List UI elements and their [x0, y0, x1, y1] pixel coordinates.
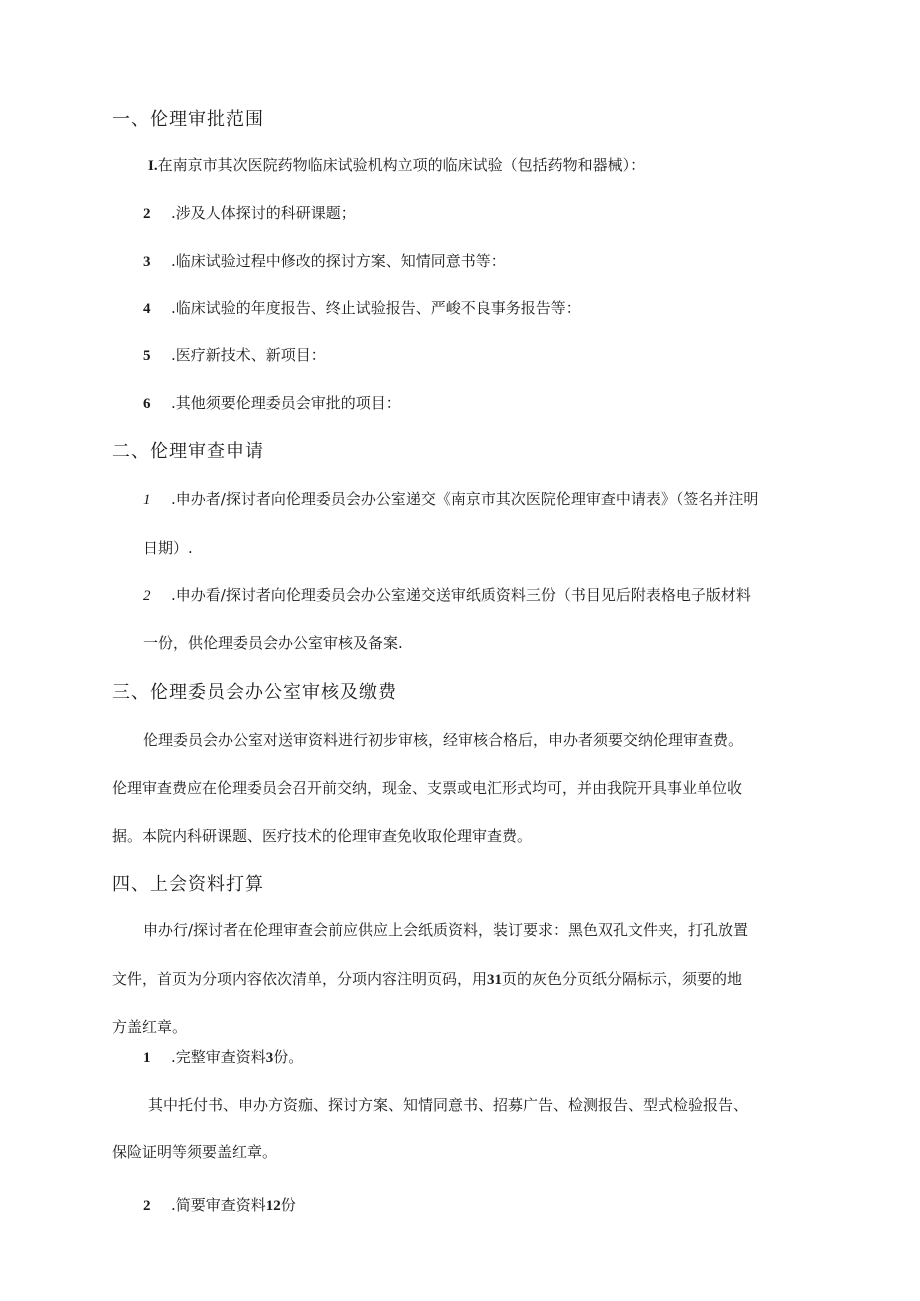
item-text: .临床试验过程中修改的探讨方案、知情同意书等： [171, 252, 506, 270]
paragraph-line: 其中托付书、申办方资痂、探讨方案、知情同意书、招募广告、检测报告、型式检验报告、 [148, 1096, 749, 1114]
section-heading-1: 一、伦理审批范围 [112, 109, 264, 130]
section-heading-3: 三、伦理委员会办公室审核及缴费 [112, 682, 397, 703]
paragraph-line: 申办行/探讨者在伦理审查会前应供应上会纸质资料，装订要求：黑色双孔文件夹，打孔放置 [143, 921, 749, 939]
item-number: 4 [143, 301, 151, 317]
item-text: .涉及人体探讨的科研课题； [171, 204, 356, 222]
paragraph-line: 据。本院内科研课题、医疗技术的伦理审查免收取伦理审查费。 [112, 827, 533, 845]
list-item [143, 1047, 303, 1068]
item-continuation: 一份，供伦理委员会办公室审核及备案. [143, 634, 403, 652]
item-number: 6 [143, 396, 151, 412]
paragraph-line: 伦理委员会办公室对送审资料进行初步审核，经审核合格后，申办者须要交纳伦理审查费。 [143, 731, 744, 749]
item-text: .临床试验的年度报告、终止试验报告、严峻不良事务报告等： [171, 299, 581, 317]
item-text: .其他须要伦理委员会审批的项目： [171, 394, 401, 412]
item-number: 5 [143, 348, 151, 364]
paragraph-line [112, 969, 742, 990]
list-item [143, 251, 506, 272]
list-item [143, 345, 326, 366]
list-item [143, 203, 356, 224]
item-number: 1 [143, 492, 151, 508]
list-item [148, 155, 645, 176]
item-tail: 份。 [273, 1048, 304, 1066]
paragraph-line: 方盖红章。 [112, 1018, 188, 1036]
item-text: 在南京市其次医院药物临床试验机构立项的临床试验（包括药物和器械）： [157, 156, 646, 174]
item-text: .申办者/探讨者向伦理委员会办公室递交《南京市其次医院伦理审查中请表》（签名并注明 [171, 490, 759, 508]
section-heading-4: 四、上会资料打算 [112, 874, 264, 895]
paragraph-text: 文件，首页为分项内容依次清单，分项内容注明页码，用 [112, 970, 488, 988]
item-text: .医疗新技术、新项目： [171, 346, 326, 364]
list-item [143, 585, 751, 606]
item-number: 2 [143, 1198, 151, 1214]
paragraph-text: 页的灰色分页纸分隔标示，须要的地 [502, 970, 743, 988]
item-number: 3 [143, 254, 151, 270]
copy-count: 3 [265, 1050, 274, 1066]
paragraph-line: 保险证明等须要盖红章。 [112, 1143, 278, 1161]
list-item [143, 298, 581, 319]
item-continuation: 日期）. [143, 539, 193, 557]
list-item [143, 1195, 296, 1216]
item-number: I. [148, 158, 158, 174]
item-number: 1 [143, 1050, 151, 1066]
item-number: 2 [143, 588, 151, 604]
page-count: 31 [487, 972, 503, 988]
item-text: .简要审查资料 [171, 1196, 266, 1214]
item-tail: 份 [280, 1196, 296, 1214]
item-text: .申办看/探讨者向伦理委员会办公室递交送审纸质资料三份（书目见后附表格电子版材料 [171, 586, 751, 604]
section-heading-2: 二、伦理审查申请 [112, 441, 264, 462]
item-number: 2 [143, 206, 151, 222]
list-item [143, 393, 401, 414]
copy-count: 12 [265, 1198, 281, 1214]
item-text: .完整审查资料 [171, 1048, 266, 1066]
paragraph-line: 伦理审查费应在伦理委员会召开前交纳，现金、支票或电汇形式均可，并由我院开具事业单位收 [112, 779, 743, 797]
list-item [143, 489, 758, 510]
